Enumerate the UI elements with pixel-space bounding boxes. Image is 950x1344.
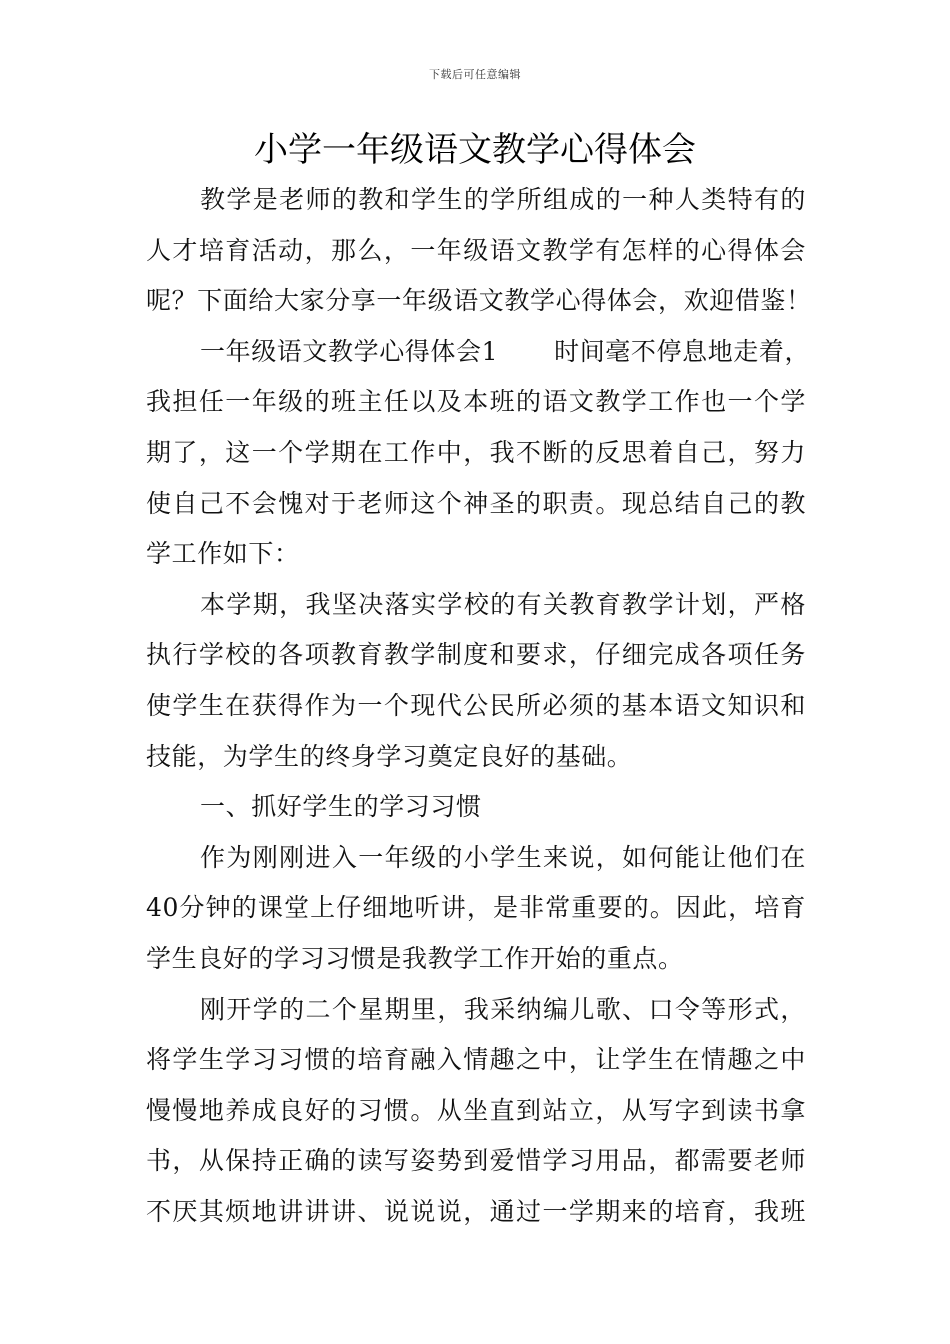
paragraph-text: 时间毫不停息地走着， [554,336,811,366]
document-title: 小学一年级语文教学心得体会 [254,130,696,170]
paragraph-line: 技能，为学生的终身学习奠定良好的基础。 [146,741,633,771]
paragraph-line: 将学生学习习惯的培育融入情趣之中，让学生在情趣之中 [146,1045,806,1075]
section-heading: 一年级语文教学心得体会1 [200,336,499,366]
paragraph-line: 呢？下面给大家分享一年级语文教学心得体会，欢迎借鉴！ [146,286,812,316]
paragraph-line: 刚开学的二个星期里，我采纳编儿歌、口令等形式， [200,994,806,1024]
paragraph-line: 我担任一年级的班主任以及本班的语文教学工作也一个学 [146,387,806,417]
paragraph-line: 学工作如下： [146,539,300,569]
section-heading: 一、抓好学生的学习习惯 [200,792,482,822]
paragraph-line: 人才培育活动，那么，一年级语文教学有怎样的心得体会 [146,235,806,265]
paragraph-line: 不厌其烦地讲讲讲、说说说，通过一学期来的培育，我班 [146,1196,806,1226]
document-body [146,175,812,1237]
paragraph-line: 40分钟的课堂上仔细地听讲，是非常重要的。因此，培育 [146,893,806,923]
paragraph-line: 作为刚刚进入一年级的小学生来说，如何能让他们在 [200,842,806,872]
paragraph-line: 使学生在获得作为一个现代公民所必须的基本语文知识和 [146,690,806,720]
paragraph-line: 书，从保持正确的读写姿势到爱惜学习用品，都需要老师 [146,1146,806,1176]
paragraph-line: 学生良好的学习习惯是我教学工作开始的重点。 [146,943,684,973]
section-heading-line [146,327,811,378]
header-note: 下载后可任意编辑 [429,68,521,81]
paragraph-line: 教学是老师的教和学生的学所组成的一种人类特有的 [200,185,806,214]
paragraph-line: 使自己不会愧对于老师这个神圣的职责。现总结自己的教 [146,488,806,518]
paragraph-line: 期了，这一个学期在工作中，我不断的反思着自己，努力 [146,437,806,467]
paragraph-line: 本学期，我坚决落实学校的有关教育教学计划，严格 [200,589,806,619]
paragraph-line: 执行学校的各项教育教学制度和要求，仔细完成各项任务 [146,640,806,670]
paragraph-line: 慢慢地养成良好的习惯。从坐直到站立，从写字到读书拿 [146,1095,806,1125]
